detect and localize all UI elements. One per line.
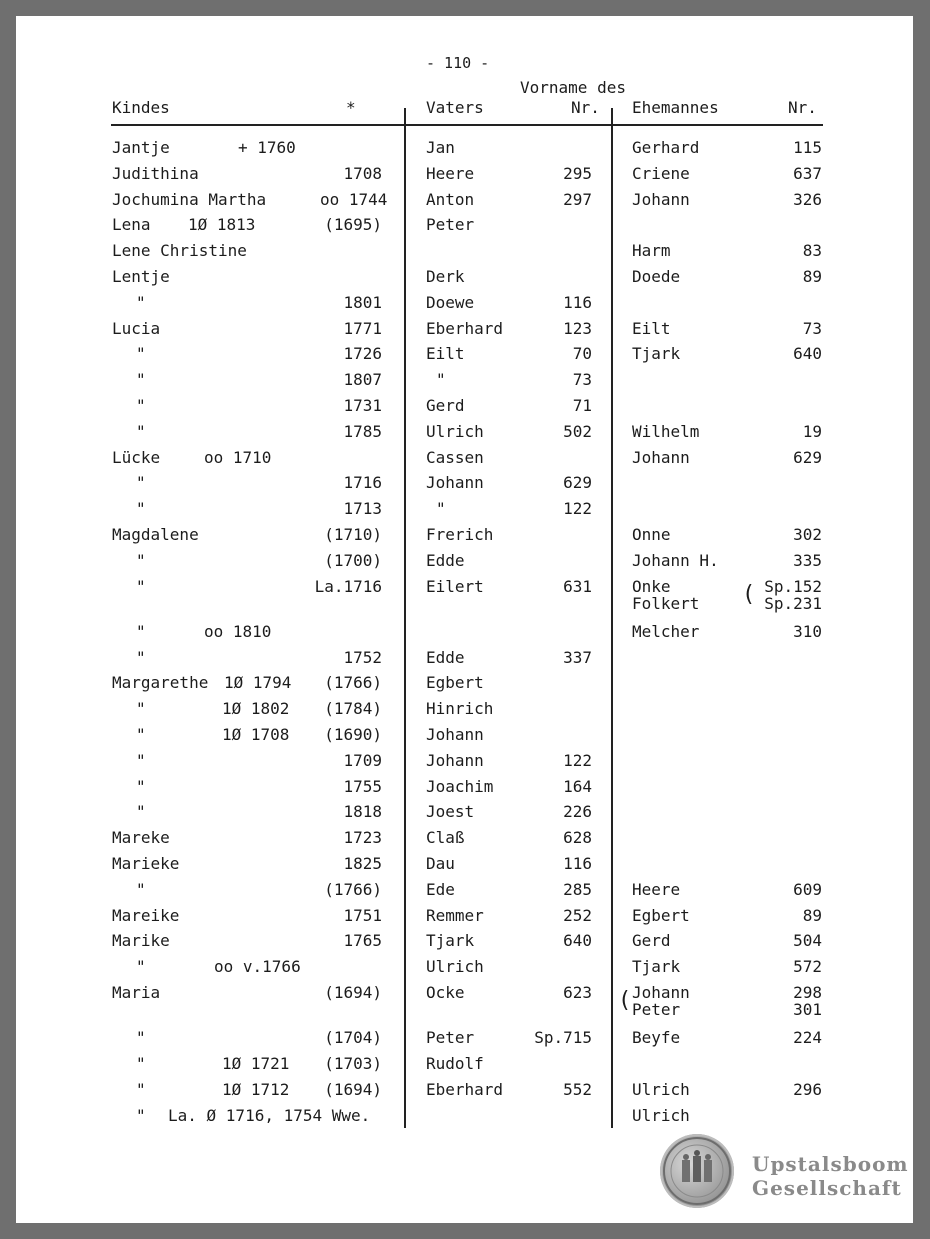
birth-year: 1751 [343, 905, 382, 925]
kind-note: 1Ø 1813 [188, 215, 256, 235]
father-name: Peter [426, 215, 475, 235]
header-vaters: Vaters [426, 98, 484, 117]
father-name: Frerich [426, 525, 494, 544]
kind-name: " [136, 473, 146, 493]
father-nr: 226 [563, 802, 592, 822]
husband-nr: 504 [793, 931, 822, 951]
kind-note: oo v.1766 [214, 957, 301, 977]
husband-nr: 637 [793, 163, 822, 183]
father-nr: 116 [563, 292, 592, 312]
kind-name: Mareke [112, 828, 170, 848]
kind-note: 1Ø 1802 [222, 699, 290, 719]
birth-year: 1818 [343, 802, 382, 822]
father-nr: 285 [563, 879, 592, 899]
kind-name: Jochumina Martha [112, 189, 267, 209]
kind-note: oo 1810 [204, 621, 272, 641]
father-nr: 164 [563, 776, 592, 796]
husband-nr: 73 [802, 318, 822, 338]
father-nr: 122 [563, 750, 592, 770]
kind-note: 1Ø 1712 [222, 1079, 290, 1099]
father-nr: 73 [572, 370, 592, 390]
husband-nr: 83 [802, 241, 822, 261]
father-name: Ulrich [426, 421, 484, 441]
husband-name: Gerd [632, 931, 671, 951]
father-nr: 295 [563, 163, 592, 183]
brace-mark: ( [742, 581, 756, 607]
husband-nr: 640 [793, 344, 822, 364]
kind-note: oo 1710 [204, 447, 272, 467]
kind-name: " [136, 1105, 146, 1125]
father-nr: 252 [563, 905, 592, 925]
header-group-label: Vorname des [520, 78, 626, 97]
birth-year: (1710) [324, 525, 382, 544]
header-kindes: Kindes [112, 98, 170, 117]
kind-name: Lücke [112, 447, 161, 467]
father-nr: 337 [563, 647, 592, 667]
father-name: Doewe [426, 292, 475, 312]
father-nr: 71 [572, 396, 592, 415]
husband-name: Ulrich [632, 1079, 690, 1099]
husband-nr: 89 [802, 267, 822, 286]
father-name: Rudolf [426, 1053, 484, 1073]
father-nr: 623 [563, 982, 592, 1002]
husband-name-second: Folkert [632, 593, 700, 613]
husband-name-second: Peter [632, 999, 681, 1019]
header-ehemannes: Ehemannes [632, 98, 719, 117]
father-name: Eilt [426, 344, 465, 364]
husband-nr: 629 [793, 447, 822, 467]
husband-nr: 326 [793, 189, 822, 209]
father-nr: Sp.715 [534, 1028, 592, 1048]
birth-year: (1766) [324, 673, 382, 693]
birth-year: La.1716 [314, 576, 382, 596]
kind-name: " [136, 1028, 146, 1048]
father-nr: 502 [563, 421, 592, 441]
father-name: Joest [426, 802, 475, 822]
birth-year: 1765 [343, 931, 382, 951]
father-name: Gerd [426, 396, 465, 415]
birth-year: (1694) [324, 982, 382, 1002]
father-name: Ocke [426, 982, 465, 1002]
father-name: Eberhard [426, 318, 504, 338]
father-name: Tjark [426, 931, 475, 951]
birth-year: 1731 [343, 396, 382, 415]
kind-name: " [136, 1053, 146, 1073]
kind-name: Maria [112, 982, 161, 1002]
kind-name: " [136, 396, 146, 415]
husband-nr: 572 [793, 957, 822, 977]
kind-note: + 1760 [238, 138, 296, 157]
father-name: Hinrich [426, 699, 494, 719]
father-nr: 631 [563, 576, 592, 596]
birth-year: 1785 [343, 421, 382, 441]
father-name: Joachim [426, 776, 494, 796]
husband-name: Gerhard [632, 138, 700, 157]
father-name: Edde [426, 647, 465, 667]
birth-year: 1801 [343, 292, 382, 312]
husband-nr-second: 301 [793, 999, 822, 1019]
birth-year: 1713 [343, 499, 382, 519]
birth-year: (1704) [324, 1028, 382, 1048]
husband-name: Heere [632, 879, 681, 899]
husband-nr: 224 [793, 1028, 822, 1048]
father-name: " [436, 499, 446, 519]
birth-year: (1695) [324, 215, 382, 235]
kind-note: 1Ø 1794 [224, 673, 292, 693]
husband-name: Tjark [632, 344, 681, 364]
birth-year: 1726 [343, 344, 382, 364]
document-page [16, 16, 913, 1223]
father-name: Heere [426, 163, 475, 183]
father-nr: 629 [563, 473, 592, 493]
husband-nr-second: Sp.231 [764, 593, 822, 613]
birth-year: 1716 [343, 473, 382, 493]
birth-year: (1766) [324, 879, 382, 899]
kind-name: " [136, 370, 146, 390]
father-name: Eilert [426, 576, 484, 596]
column-divider-left [404, 108, 406, 1128]
kind-name: " [136, 576, 146, 596]
kind-name: Magdalene [112, 525, 199, 544]
kind-name: Marieke [112, 853, 180, 873]
husband-name: Beyfe [632, 1028, 681, 1048]
logo-line-1: Upstalsboom [752, 1152, 909, 1176]
husband-nr: 19 [802, 421, 822, 441]
kind-name: " [136, 699, 146, 719]
kind-name: Marike [112, 931, 170, 951]
kind-name: " [136, 957, 146, 977]
kind-name: " [136, 776, 146, 796]
husband-name: Onke [632, 576, 671, 596]
father-nr: 116 [563, 853, 592, 873]
birth-year: 1825 [343, 853, 382, 873]
father-nr: 122 [563, 499, 592, 519]
father-name: " [436, 370, 446, 390]
father-name: Peter [426, 1028, 475, 1048]
husband-name: Wilhelm [632, 421, 700, 441]
header-nr-vater: Nr. [571, 98, 600, 117]
husband-name: Harm [632, 241, 671, 261]
birth-year: (1690) [324, 724, 382, 744]
husband-nr: 302 [793, 525, 822, 544]
father-name: Dau [426, 853, 455, 873]
husband-name: Johann [632, 447, 690, 467]
father-name: Johann [426, 473, 484, 493]
kind-name: " [136, 344, 146, 364]
husband-name: Johann [632, 982, 690, 1002]
father-name: Johann [426, 750, 484, 770]
kind-name: " [136, 1079, 146, 1099]
husband-name: Johann H. [632, 550, 719, 570]
logo-line-2: Gesellschaft [752, 1176, 902, 1200]
birth-year: (1703) [324, 1053, 382, 1073]
header-rule [111, 124, 823, 126]
kind-name: " [136, 550, 146, 570]
kind-name: " [136, 621, 146, 641]
father-name: Ulrich [426, 957, 484, 977]
husband-name: Melcher [632, 621, 700, 641]
father-name: Ede [426, 879, 455, 899]
society-seal [660, 1134, 734, 1208]
husband-nr: 609 [793, 879, 822, 899]
father-nr: 297 [563, 189, 592, 209]
birth-year: 1752 [343, 647, 382, 667]
kind-name: " [136, 292, 146, 312]
birth-year: 1755 [343, 776, 382, 796]
husband-name: Tjark [632, 957, 681, 977]
birth-year: 1807 [343, 370, 382, 390]
kind-name: Lucia [112, 318, 161, 338]
father-name: Eberhard [426, 1079, 504, 1099]
kind-note: 1Ø 1708 [222, 724, 290, 744]
kind-name: " [136, 802, 146, 822]
father-name: Johann [426, 724, 484, 744]
father-nr: 70 [572, 344, 592, 364]
kind-note: La. Ø 1716, 1754 Wwe. [168, 1105, 371, 1125]
husband-name: Onne [632, 525, 671, 544]
father-nr: 552 [563, 1079, 592, 1099]
husband-nr: 115 [793, 138, 822, 157]
kind-name: Jantje [112, 138, 170, 157]
husband-name: Doede [632, 267, 681, 286]
kind-name: " [136, 750, 146, 770]
kind-name: Lentje [112, 267, 170, 286]
kind-name: Lena [112, 215, 151, 235]
husband-name: Egbert [632, 905, 690, 925]
father-name: Claß [426, 828, 465, 848]
father-name: Egbert [426, 673, 484, 693]
kind-note: 1Ø 1721 [222, 1053, 290, 1073]
father-name: Edde [426, 550, 465, 570]
kind-name: Lene Christine [112, 241, 247, 261]
birth-year: 1771 [343, 318, 382, 338]
husband-name: Ulrich [632, 1105, 690, 1125]
husband-name: Johann [632, 189, 690, 209]
husband-name: Criene [632, 163, 690, 183]
kind-name: Margarethe [112, 673, 209, 693]
kind-name: " [136, 647, 146, 667]
husband-nr: 335 [793, 550, 822, 570]
father-name: Derk [426, 267, 465, 286]
column-divider-right [611, 108, 613, 1128]
husband-nr: 296 [793, 1079, 822, 1099]
kind-note: oo 1744 [320, 189, 388, 209]
header-birth-symbol: * [346, 98, 356, 117]
father-name: Cassen [426, 447, 484, 467]
kind-name: " [136, 879, 146, 899]
birth-year: 1709 [343, 750, 382, 770]
father-nr: 628 [563, 828, 592, 848]
father-name: Jan [426, 138, 455, 157]
father-nr: 123 [563, 318, 592, 338]
husband-nr: Sp.152 [764, 576, 822, 596]
husband-nr: 298 [793, 982, 822, 1002]
birth-year: 1723 [343, 828, 382, 848]
birth-year: (1784) [324, 699, 382, 719]
kind-name: " [136, 724, 146, 744]
kind-name: Judithina [112, 163, 199, 183]
kind-name: " [136, 499, 146, 519]
father-name: Anton [426, 189, 475, 209]
birth-year: (1694) [324, 1079, 382, 1099]
father-nr: 640 [563, 931, 592, 951]
page-number: - 110 - [426, 54, 490, 72]
brace-mark: ( [618, 987, 632, 1013]
kind-name: " [136, 421, 146, 441]
header-nr-ehemann: Nr. [788, 98, 817, 117]
husband-nr: 310 [793, 621, 822, 641]
birth-year: 1708 [343, 163, 382, 183]
birth-year: (1700) [324, 550, 382, 570]
father-name: Remmer [426, 905, 484, 925]
husband-name: Eilt [632, 318, 671, 338]
kind-name: Mareike [112, 905, 180, 925]
husband-nr: 89 [802, 905, 822, 925]
